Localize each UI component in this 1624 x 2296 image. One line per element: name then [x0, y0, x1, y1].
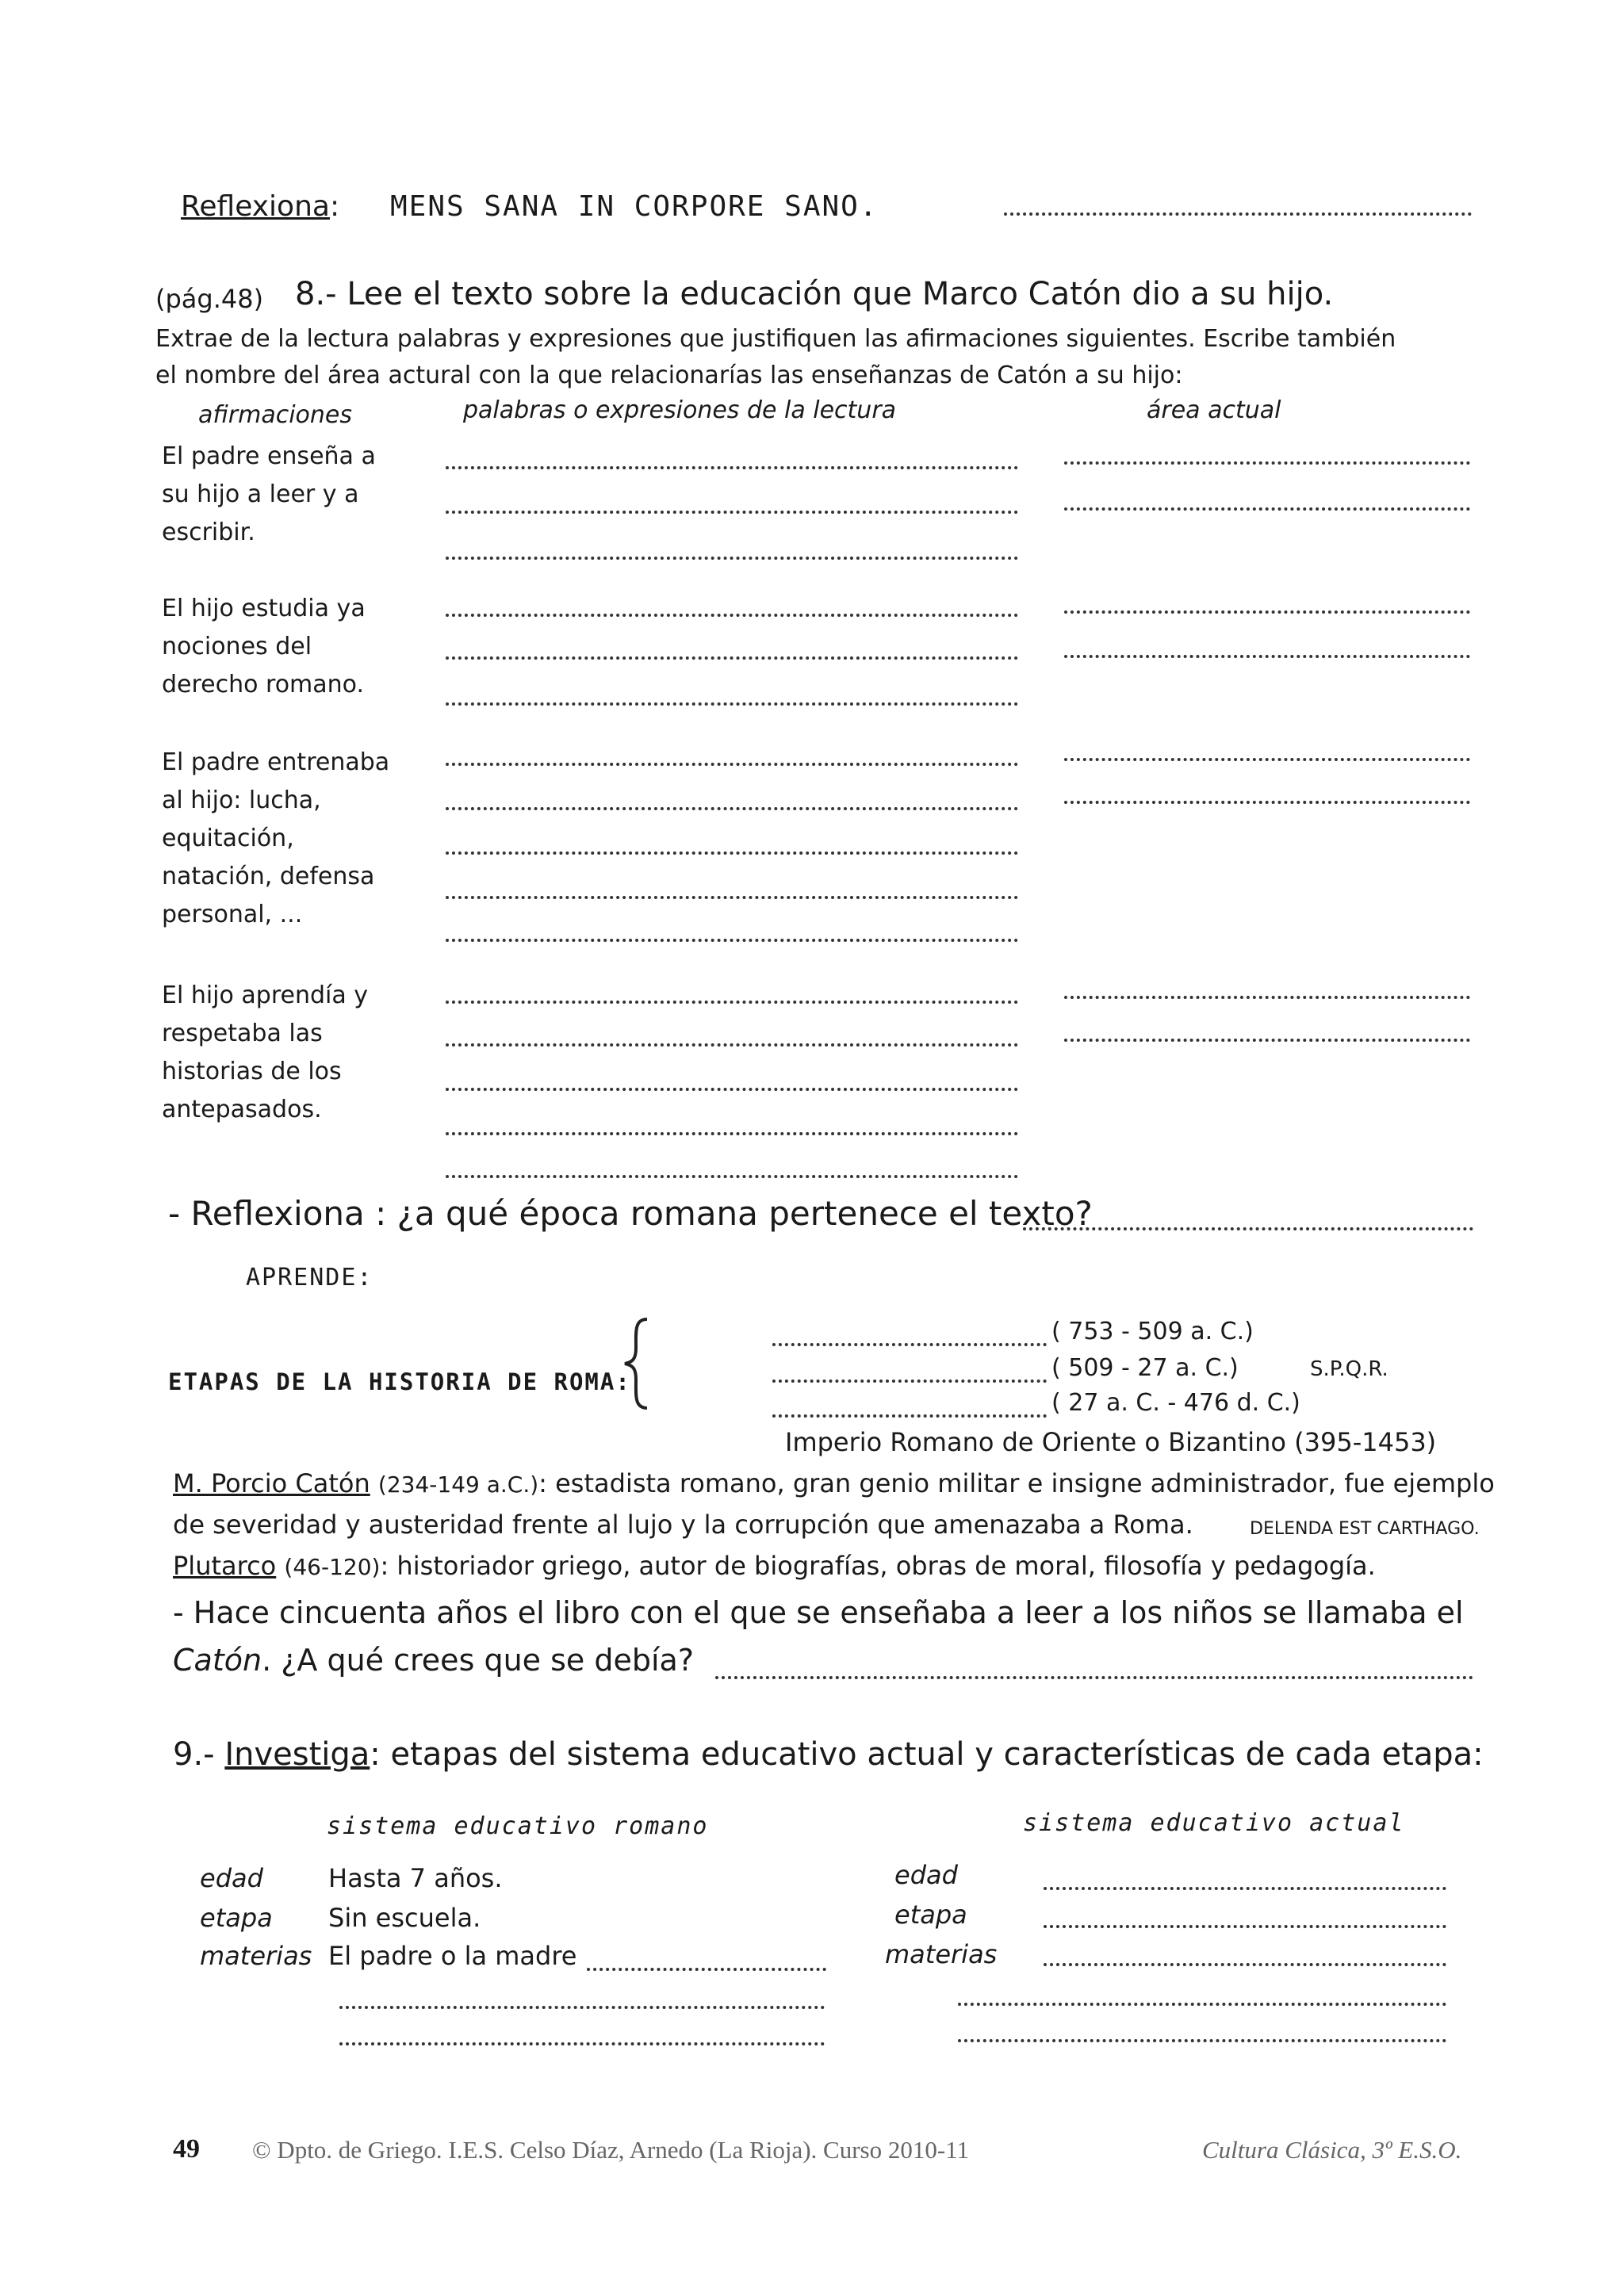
- answer-line: [1044, 1925, 1446, 1928]
- caton-paragraph-line1: [173, 1468, 1495, 1498]
- aprende-label: APRENDE:: [246, 1264, 373, 1292]
- answer-line: [1044, 1963, 1446, 1966]
- answer-line: [446, 511, 1018, 514]
- caton-text: : estadista romano, gran genio militar e insigne administrador, fue ejemplo: [538, 1468, 1495, 1498]
- statement-line: equitación,: [162, 825, 294, 852]
- colon: :: [329, 190, 340, 223]
- caton-dates: (234-149 a.C.): [377, 1471, 539, 1498]
- exercise-number: 9.-: [173, 1736, 215, 1773]
- answer-line: [446, 466, 1018, 469]
- statement-line: antepasados.: [162, 1096, 322, 1123]
- answer-line: [1064, 1039, 1470, 1042]
- answer-line: [339, 2006, 825, 2009]
- statement-line: El hijo aprendía y: [162, 982, 369, 1009]
- answer-line: [446, 851, 1018, 855]
- answer-line: [446, 614, 1018, 617]
- romano-etapa: Sin escuela.: [328, 1903, 481, 1933]
- etapa-dates-1: ( 753 - 509 a. C.): [1051, 1318, 1254, 1345]
- page-reference: (pág.48): [155, 284, 264, 314]
- answer-line: [1064, 655, 1470, 658]
- statement-line: su hijo a leer y a: [162, 480, 359, 508]
- answer-line: [1064, 996, 1470, 999]
- caton-book-title: Catón: [173, 1643, 262, 1678]
- statement-line: natación, defensa: [162, 863, 375, 890]
- caton-book-question-line1: - Hace cincuenta años el libro con el que se enseñaba a leer a los niños se llamaba el: [173, 1595, 1464, 1630]
- statement-row-1: [162, 438, 376, 552]
- answer-line: [1064, 758, 1470, 761]
- statement-line: El hijo estudia ya: [162, 595, 366, 622]
- column-header-actual: sistema educativo actual: [1023, 1809, 1405, 1837]
- page-number: 49: [173, 2134, 200, 2164]
- statement-line: respetaba las: [162, 1020, 323, 1047]
- romano-edad: Hasta 7 años.: [328, 1863, 503, 1893]
- spqr: S.P.Q.R.: [1310, 1357, 1388, 1381]
- statement-row-2: [162, 590, 366, 704]
- answer-line: [587, 1968, 826, 1971]
- answer-line: [958, 2003, 1446, 2006]
- statement-line: personal, ...: [162, 901, 303, 928]
- answer-line: [1044, 1887, 1446, 1890]
- caton-name: M. Porcio Catón: [173, 1468, 370, 1498]
- motto: MENS SANA IN CORPORE SANO.: [390, 190, 879, 223]
- answer-line: [1064, 801, 1470, 804]
- answer-line: [1004, 212, 1472, 216]
- statement-line: derecho romano.: [162, 671, 365, 698]
- plutarco-dates: (46-120): [284, 1554, 381, 1580]
- label-etapa: etapa: [200, 1903, 273, 1933]
- label-edad-actual: edad: [894, 1860, 958, 1890]
- reflexiona-question: - Reflexiona : ¿a qué época romana pertenece el texto?: [168, 1194, 1093, 1233]
- answer-line: [446, 1001, 1018, 1004]
- label-etapa-actual: etapa: [894, 1900, 967, 1930]
- etapas-label: ETAPAS DE LA HISTORIA DE ROMA:: [168, 1368, 631, 1395]
- investiga-label: Investiga: [224, 1736, 370, 1773]
- answer-line: [1064, 610, 1470, 614]
- statement-line: nociones del: [162, 633, 312, 660]
- answer-line: [446, 763, 1018, 766]
- answer-line: [446, 807, 1018, 810]
- plutarco-name: Plutarco: [173, 1551, 277, 1581]
- exercise-8-instructions-line2: el nombre del área actural con la que relacionarías las enseñanzas de Catón a su hijo:: [155, 362, 1183, 389]
- column-header-romano: sistema educativo romano: [327, 1812, 709, 1840]
- answer-line: [446, 1175, 1018, 1178]
- answer-line: [446, 939, 1018, 942]
- caton-text: de severidad y austeridad frente al lujo y la corrupción que amenazaba a Roma.: [173, 1510, 1193, 1540]
- answer-line: [958, 2039, 1446, 2042]
- answer-line: [715, 1676, 1473, 1679]
- statement-line: El padre enseña a: [162, 442, 376, 470]
- statement-line: escribir.: [162, 519, 255, 546]
- answer-line: [446, 896, 1018, 899]
- statement-row-3: [162, 744, 389, 934]
- caton-book-text: . ¿A qué crees que se debía?: [262, 1643, 694, 1678]
- answer-line: [446, 1043, 1018, 1047]
- plutarco-text: : historiador griego, autor de biografías, obras de moral, filosofía y pedagogía.: [380, 1551, 1376, 1581]
- exercise-8-instructions-line1: Extrae de la lectura palabras y expresiones que justifiquen las afirmaciones siguientes. Escribe también: [155, 325, 1396, 353]
- answer-line: [1064, 507, 1470, 511]
- exercise-9-text: : etapas del sistema educativo actual y características de cada etapa:: [370, 1736, 1484, 1773]
- reflexiona-heading: [181, 190, 339, 223]
- answer-line: [1023, 1227, 1473, 1230]
- etapa-dates-3: ( 27 a. C. - 476 d. C.): [1051, 1389, 1300, 1417]
- footer-credit: © Dpto. de Griego. I.E.S. Celso Díaz, Arnedo (La Rioja). Curso 2010-11: [252, 2136, 970, 2164]
- caton-book-question-line2: [173, 1643, 694, 1678]
- imperio-oriente: Imperio Romano de Oriente o Bizantino (395-1453): [785, 1427, 1437, 1457]
- statement-line: El padre entrenaba: [162, 748, 390, 776]
- answer-line: [772, 1414, 1047, 1418]
- label-edad: edad: [200, 1863, 263, 1893]
- label-materias-actual: materias: [885, 1939, 998, 1969]
- answer-line: [446, 702, 1018, 706]
- delenda-quote: DELENDA EST CARTHAGO.: [1250, 1519, 1480, 1539]
- statement-row-4: [162, 977, 368, 1129]
- column-header-area: área actual: [1147, 396, 1281, 424]
- exercise-8-title: 8.- Lee el texto sobre la educación que Marco Catón dio a su hijo.: [295, 276, 1334, 312]
- caton-paragraph-line2: [173, 1510, 1193, 1540]
- statement-line: al hijo: lucha,: [162, 786, 321, 814]
- answer-line: [339, 2042, 825, 2045]
- answer-line: [446, 1088, 1018, 1091]
- exercise-9-title: [173, 1736, 1484, 1773]
- answer-line: [772, 1380, 1047, 1383]
- answer-line: [446, 557, 1018, 560]
- answer-line: [772, 1343, 1047, 1346]
- statement-line: historias de los: [162, 1058, 342, 1085]
- plutarco-paragraph: [173, 1551, 1376, 1581]
- romano-materias: El padre o la madre: [328, 1941, 577, 1971]
- column-header-afirmaciones: afirmaciones: [198, 401, 352, 429]
- answer-line: [446, 656, 1018, 660]
- footer-course: Cultura Clásica, 3º E.S.O.: [1202, 2136, 1462, 2164]
- reflexiona-label: Reflexiona: [181, 190, 330, 223]
- answer-line: [446, 1132, 1018, 1135]
- etapa-dates-2: ( 509 - 27 a. C.): [1051, 1354, 1239, 1382]
- label-materias: materias: [200, 1941, 312, 1971]
- brace-icon: [620, 1316, 652, 1411]
- column-header-palabras: palabras o expresiones de la lectura: [463, 396, 897, 424]
- answer-line: [1064, 461, 1470, 465]
